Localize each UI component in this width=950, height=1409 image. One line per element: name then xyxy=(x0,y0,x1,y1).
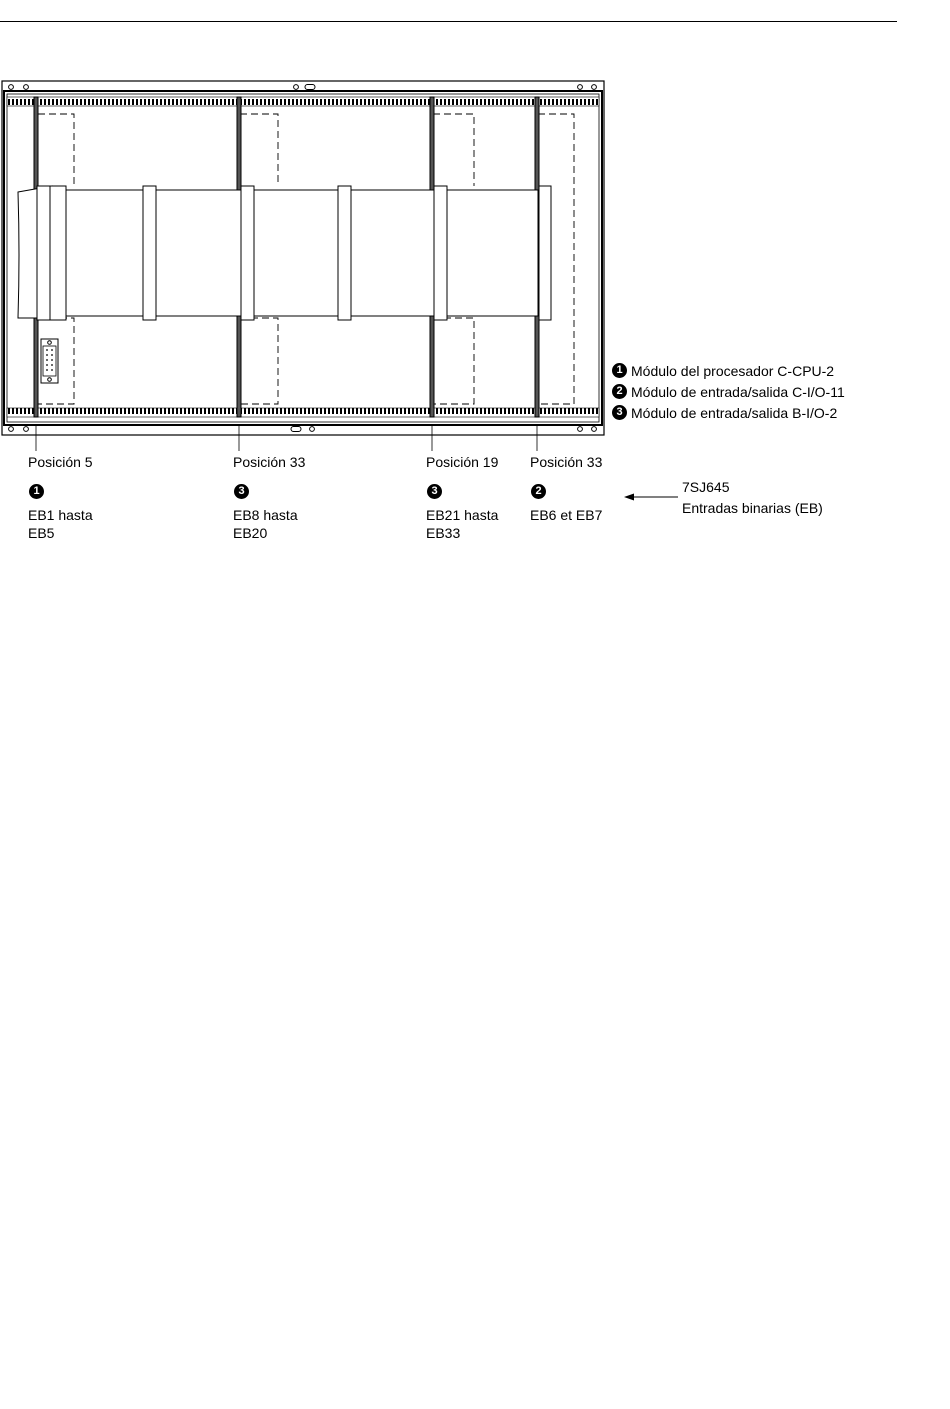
ribbon-cable xyxy=(18,186,538,318)
binary-input-range: EB8 hasta xyxy=(233,507,298,523)
number-badge: 3 xyxy=(234,484,249,499)
top-card-guide xyxy=(7,97,599,106)
legend-label: Módulo de entrada/salida C-I/O-11 xyxy=(631,384,845,400)
slot-position-label: Posición 19 xyxy=(426,454,499,470)
number-badge: 2 xyxy=(531,484,546,499)
number-badge: 3 xyxy=(427,484,442,499)
binary-input-range-end: EB5 xyxy=(28,525,55,541)
number-badge: 2 xyxy=(612,384,627,399)
note-arrow xyxy=(624,494,678,501)
slot-position-label: Posición 33 xyxy=(530,454,603,470)
slot-position-label: Posición 5 xyxy=(28,454,93,470)
binary-input-range-end: EB20 xyxy=(233,525,268,541)
binary-input-range: EB1 hasta xyxy=(28,507,93,523)
position-leaders xyxy=(36,426,537,451)
legend-label: Módulo del procesador C-CPU-2 xyxy=(631,363,835,379)
bottom-card-guide xyxy=(7,408,599,417)
binary-input-range: EB6 et EB7 xyxy=(530,507,603,523)
number-badge: 1 xyxy=(612,363,627,378)
device-model: 7SJ645 xyxy=(682,479,730,495)
binary-input-range-end: EB33 xyxy=(426,525,461,541)
binary-input-range: EB21 hasta xyxy=(426,507,499,523)
housing-diagram xyxy=(0,0,950,560)
number-badge: 3 xyxy=(612,405,627,420)
device-note-caption: Entradas binarias (EB) xyxy=(682,500,823,516)
legend-label: Módulo de entrada/salida B-I/O-2 xyxy=(631,405,838,421)
sub-d-connector xyxy=(41,339,58,383)
number-badge: 1 xyxy=(29,484,44,499)
slot-position-label: Posición 33 xyxy=(233,454,306,470)
